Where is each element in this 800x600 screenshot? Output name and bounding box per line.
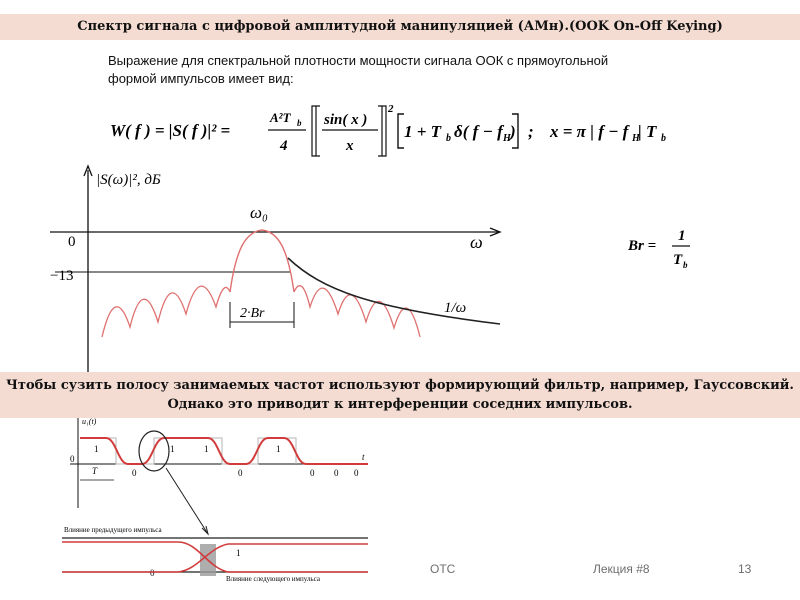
bit-labels bbox=[94, 444, 359, 478]
spectrum-y-label: |S(ω)|², дБ bbox=[96, 172, 161, 188]
main-lobe bbox=[230, 230, 294, 292]
formula-bracket-sub: b bbox=[446, 133, 451, 144]
bit-label: 0 bbox=[354, 468, 359, 478]
formula-x-def-rest: | T bbox=[638, 122, 657, 141]
left-side-lobes bbox=[102, 286, 230, 337]
note-banner bbox=[0, 372, 800, 418]
footer-lecture: Лекция #8 bbox=[593, 562, 650, 576]
note-line-2: Однако это приводит к интерференции соседних импульсов. bbox=[167, 397, 633, 412]
asymptote-label: 1/ω bbox=[444, 300, 467, 316]
br-num: 1 bbox=[678, 228, 686, 244]
bit-label: 0 bbox=[334, 468, 339, 478]
formula-denominator: 4 bbox=[280, 138, 288, 154]
peak-label: ω₀ bbox=[250, 203, 268, 222]
asymptote-curve bbox=[288, 258, 500, 324]
formula-power: 2 bbox=[388, 103, 394, 115]
bit-label: 1 bbox=[276, 444, 281, 454]
intro-line-2: формой импульсов имеет вид: bbox=[108, 71, 294, 86]
formula-bracket-close: ) bbox=[510, 122, 516, 141]
formula-x-def: x = π | f − f bbox=[550, 122, 629, 141]
tick-minus13: −13 bbox=[50, 268, 74, 284]
slide-title: Спектр сигнала с цифровой амплитудной манипуляцией (АМн).(OOK On-Off Keying) bbox=[0, 14, 800, 40]
bit-label: 1 bbox=[204, 444, 209, 454]
pulse-y-label: u₁(t) bbox=[82, 418, 97, 426]
formula-lhs: W( f ) = |S( f )|² = bbox=[110, 121, 231, 140]
intro-line-1: Выражение для спектральной плотности мощности сигнала ООК с прямоугольной bbox=[108, 53, 609, 68]
influence-next-label: Влияние следующего импульса bbox=[226, 575, 320, 583]
bit-label: 1 bbox=[170, 444, 175, 454]
bit-label: 0 bbox=[132, 468, 137, 478]
formula-numerator-sub: b bbox=[297, 118, 302, 128]
filtered-signal bbox=[80, 438, 368, 464]
psd-formula bbox=[110, 100, 670, 160]
br-formula bbox=[628, 222, 708, 272]
br-den: T bbox=[673, 252, 683, 268]
zoom-level-one: 1 bbox=[236, 548, 241, 558]
intro-text bbox=[108, 52, 668, 88]
formula-numerator: A²T bbox=[270, 110, 291, 125]
formula-bracket-sub2: H bbox=[503, 133, 511, 144]
pulse-zero-label: 0 bbox=[70, 454, 75, 464]
period-label: T bbox=[92, 466, 98, 476]
br-den-sub: b bbox=[683, 260, 688, 270]
formula-sin-denominator: x bbox=[346, 138, 354, 154]
note-line-1: Чтобы сузить полосу занимаемых частот используют формирующий фильтр, например, Гауссовский. bbox=[6, 378, 794, 393]
pulse-diagram bbox=[58, 418, 378, 590]
formula-bracket-rest: δ( f − f bbox=[454, 122, 503, 141]
bit-label: 1 bbox=[94, 444, 99, 454]
bit-label: 0 bbox=[310, 468, 315, 478]
formula-separator: ; bbox=[528, 122, 534, 141]
bandwidth-label: 2·Br bbox=[240, 306, 265, 321]
spectrum-x-label: ω bbox=[470, 232, 483, 252]
page-number: 13 bbox=[738, 562, 752, 576]
formula-sin-numerator: sin( x ) bbox=[324, 112, 368, 128]
zoom-level-zero: 0 bbox=[150, 568, 155, 578]
br-lhs: Br = bbox=[628, 238, 657, 254]
influence-prev-label: Влияние предыдущего импульса bbox=[64, 526, 162, 534]
bit-label: 0 bbox=[238, 468, 243, 478]
footer-course: ОТС bbox=[430, 562, 456, 576]
time-label: t bbox=[362, 452, 365, 462]
tick-zero: 0 bbox=[68, 234, 76, 250]
right-side-lobes bbox=[294, 286, 420, 337]
spectrum-plot bbox=[40, 162, 520, 372]
formula-x-def-sub: H bbox=[632, 133, 640, 144]
formula-bracket-term: 1 + T bbox=[404, 122, 442, 141]
formula-x-def-sub2: b bbox=[661, 133, 666, 144]
